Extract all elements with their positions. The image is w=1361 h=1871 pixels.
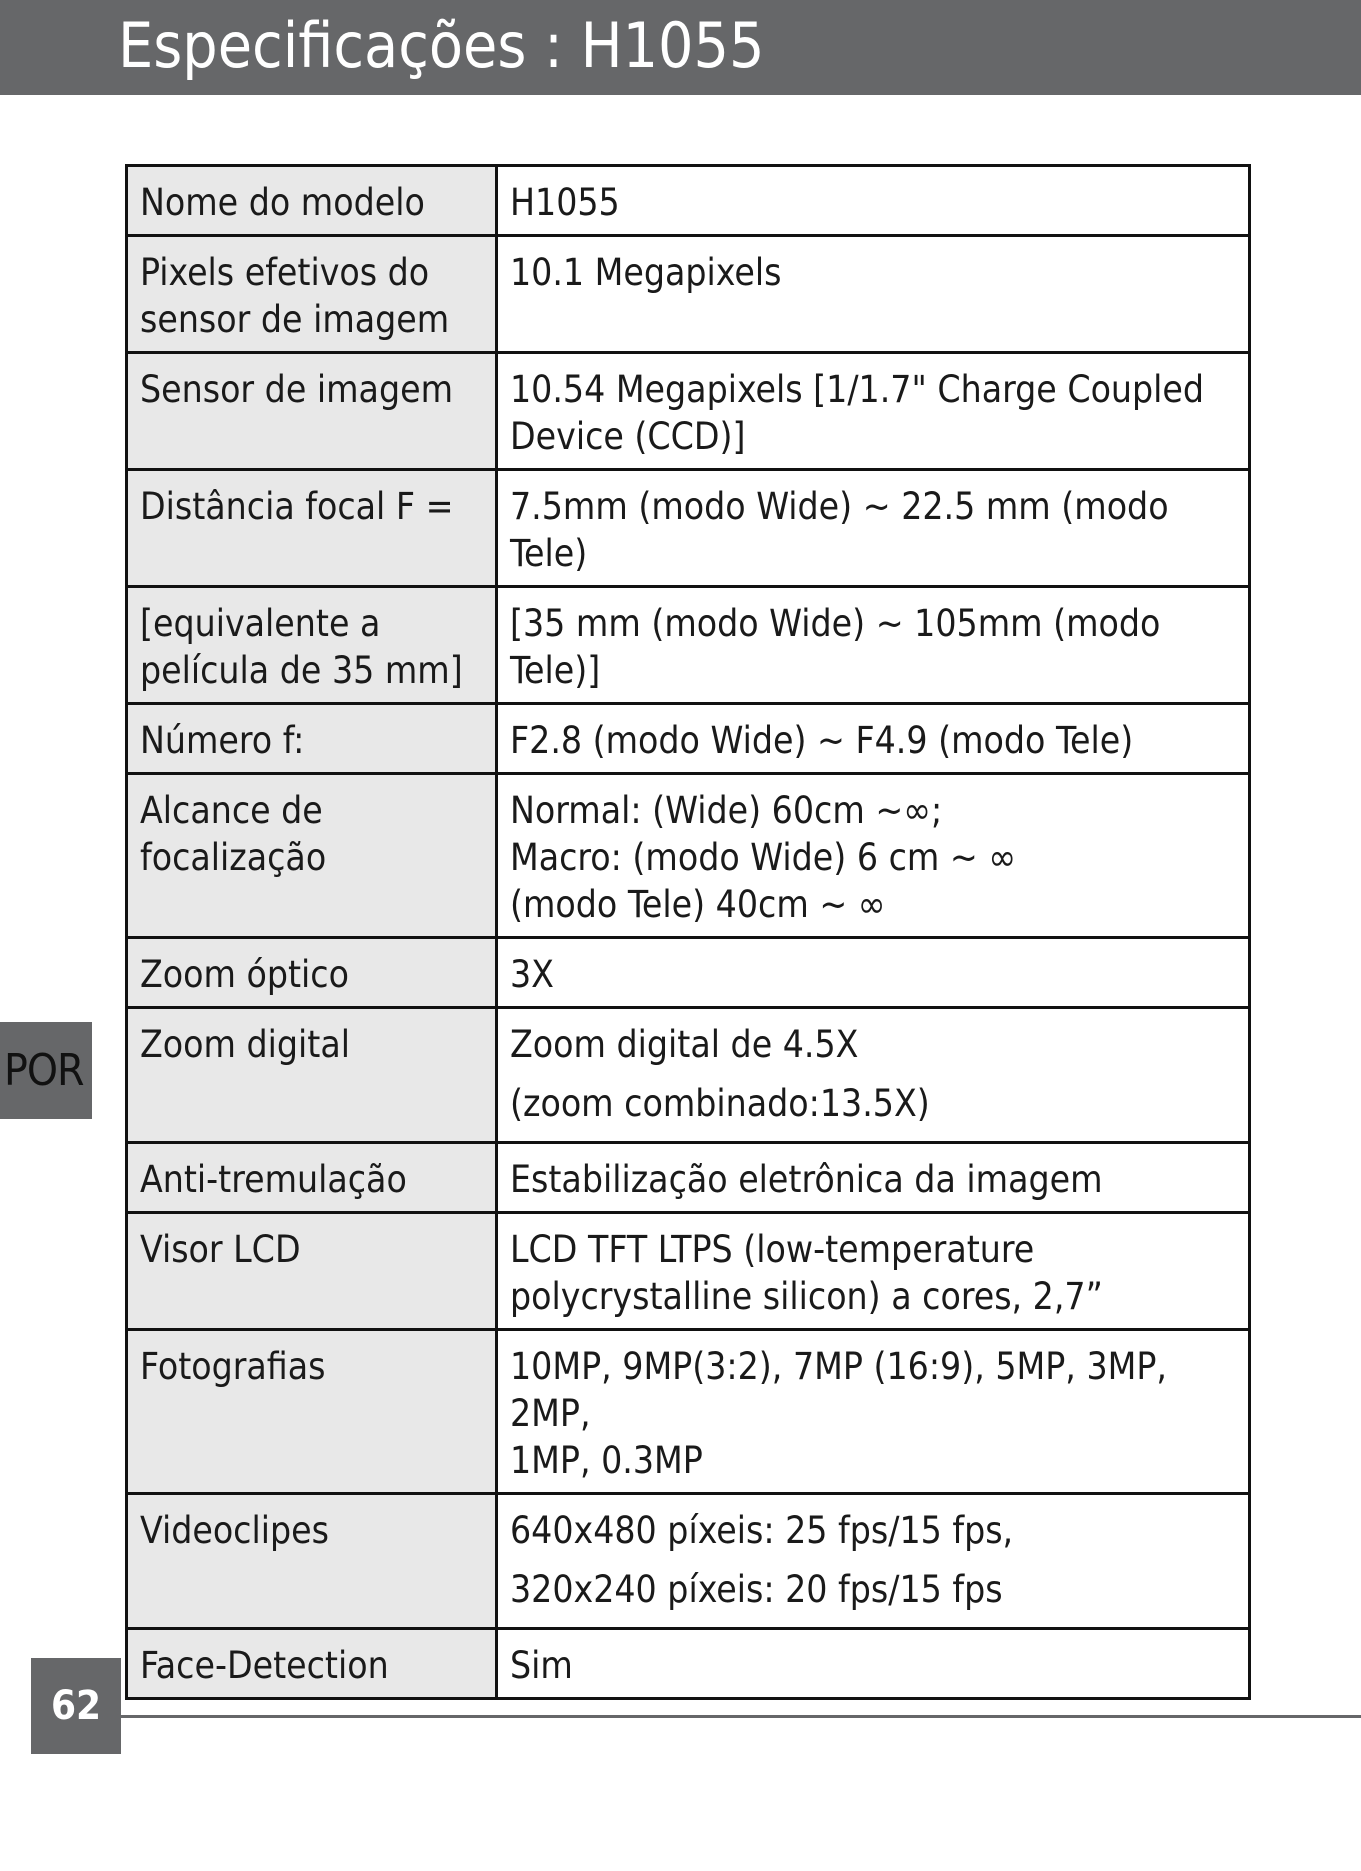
spec-label: Distância focal F = — [127, 470, 497, 587]
spec-label: Pixels efetivos do sensor de imagem — [127, 236, 497, 353]
spec-label: Face-Detection — [127, 1629, 497, 1699]
spec-row-focus-range — [127, 774, 1250, 938]
spec-label: Zoom digital — [127, 1008, 497, 1143]
page-title: Especificações : H1055 — [118, 9, 765, 82]
page-number: 62 — [31, 1658, 121, 1754]
spec-row-video-clips — [127, 1494, 1250, 1629]
spec-row-anti-shake — [127, 1143, 1250, 1213]
spec-row-optical-zoom — [127, 938, 1250, 1008]
spec-row-model-name — [127, 166, 1250, 236]
spec-row-image-sensor — [127, 353, 1250, 470]
spec-label: Número f: — [127, 704, 497, 774]
spec-label: Visor LCD — [127, 1213, 497, 1330]
spec-row-photos — [127, 1330, 1250, 1494]
header-bar — [0, 0, 1361, 95]
spec-row-lcd-display — [127, 1213, 1250, 1330]
spec-value: Zoom digital de 4.5X (zoom combinado:13.5X) — [497, 1008, 1250, 1143]
spec-value: 7.5mm (modo Wide) ~ 22.5 mm (modo Tele) — [497, 470, 1250, 587]
spec-row-35mm-equivalent — [127, 587, 1250, 704]
spec-value: LCD TFT LTPS (low-temperature polycrystalline silicon) a cores, 2,7” — [497, 1213, 1250, 1330]
spec-value: H1055 — [497, 166, 1250, 236]
spec-label: [equivalente a película de 35 mm] — [127, 587, 497, 704]
spec-value: Sim — [497, 1629, 1250, 1699]
spec-label: Videoclipes — [127, 1494, 497, 1629]
footer-divider — [121, 1715, 1361, 1718]
language-tab: POR — [0, 1022, 92, 1119]
spec-row-focal-length — [127, 470, 1250, 587]
spec-label: Zoom óptico — [127, 938, 497, 1008]
spec-row-effective-pixels — [127, 236, 1250, 353]
spec-value: F2.8 (modo Wide) ~ F4.9 (modo Tele) — [497, 704, 1250, 774]
spec-row-digital-zoom — [127, 1008, 1250, 1143]
spec-value: 10.54 Megapixels [1/1.7" Charge Coupled Device (CCD)] — [497, 353, 1250, 470]
spec-value: 10MP, 9MP(3:2), 7MP (16:9), 5MP, 3MP, 2MP, 1MP, 0.3MP — [497, 1330, 1250, 1494]
spec-label: Anti-tremulação — [127, 1143, 497, 1213]
spec-value: Estabilização eletrônica da imagem — [497, 1143, 1250, 1213]
spec-value: [35 mm (modo Wide) ~ 105mm (modo Tele)] — [497, 587, 1250, 704]
spec-value: 3X — [497, 938, 1250, 1008]
spec-label: Alcance de focalização — [127, 774, 497, 938]
spec-label: Sensor de imagem — [127, 353, 497, 470]
spec-value: 640x480 píxeis: 25 fps/15 fps, 320x240 píxeis: 20 fps/15 fps — [497, 1494, 1250, 1629]
spec-label: Fotografias — [127, 1330, 497, 1494]
spec-label: Nome do modelo — [127, 166, 497, 236]
spec-row-f-number — [127, 704, 1250, 774]
spec-value: 10.1 Megapixels — [497, 236, 1250, 353]
spec-table — [125, 164, 1251, 1700]
spec-row-face-detection — [127, 1629, 1250, 1699]
spec-value: Normal: (Wide) 60cm ~∞; Macro: (modo Wide) 6 cm ~ ∞ (modo Tele) 40cm ~ ∞ — [497, 774, 1250, 938]
